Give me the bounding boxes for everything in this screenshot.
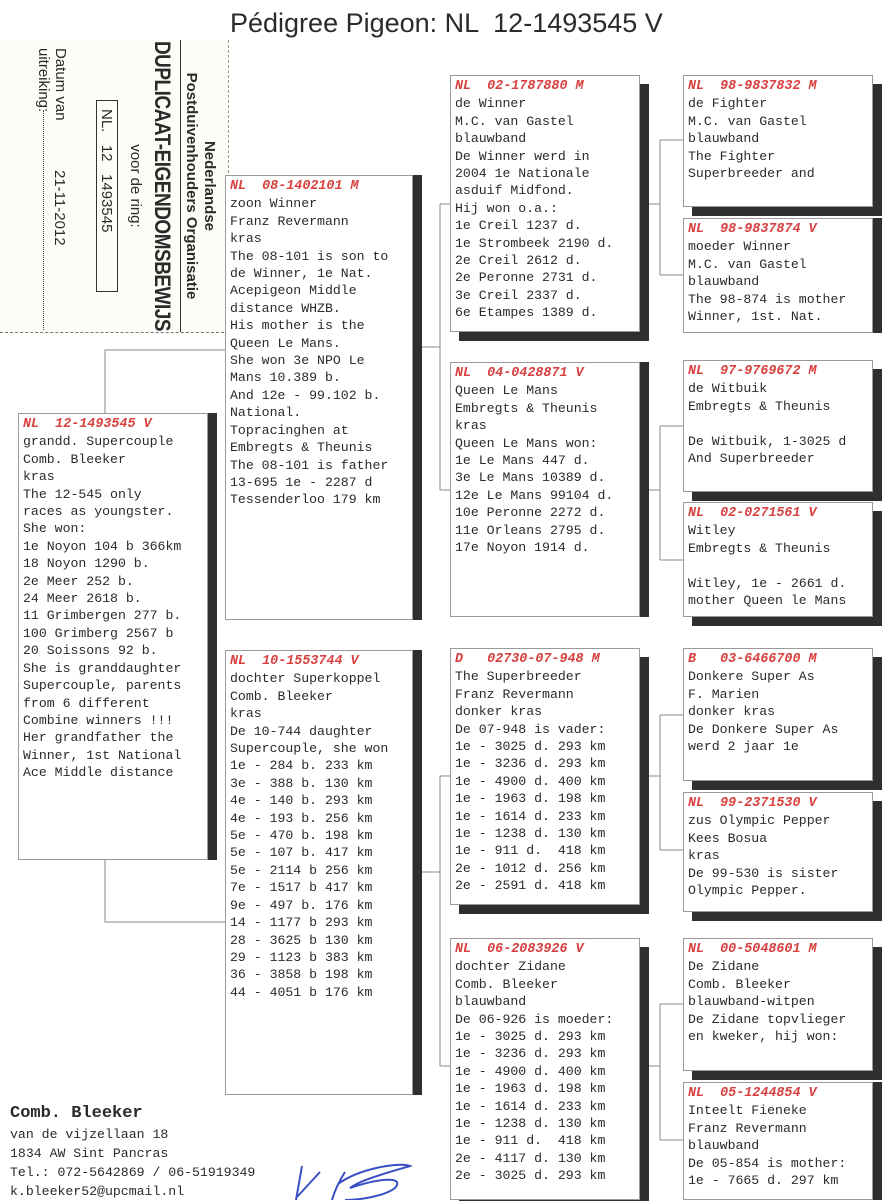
pigeon-info-line: The 12-545 only bbox=[23, 486, 142, 502]
pigeon-info-line: M.C. van Gastel bbox=[455, 113, 574, 129]
pigeon-info-line: kras bbox=[455, 418, 487, 434]
pigeon-info-line: 1e Noyon 104 b 366km bbox=[23, 538, 182, 554]
pigeon-info-line: werd 2 jaar 1e bbox=[688, 739, 799, 755]
pigeon-info-line: Inteelt Fieneke bbox=[688, 1103, 807, 1119]
breeder-phone: Tel.: 072-5642869 / 06-51919349 bbox=[10, 1165, 256, 1180]
pigeon-info-line: 2e - 3025 d. 293 km bbox=[455, 1168, 606, 1184]
pigeon-info-line: en kweker, hij won: bbox=[688, 1029, 839, 1045]
pigeon-info-line: Winner, 1st. Nat. bbox=[688, 309, 823, 325]
ring-number: NL. 12 1493545 bbox=[96, 100, 118, 292]
pigeon-info-line: 36 - 3858 b 198 km bbox=[230, 967, 373, 983]
ring-number-header: NL 02-0271561 V bbox=[688, 506, 817, 521]
pigeon-info-line: She won 3e NPO Le bbox=[230, 353, 365, 369]
pigeon-info-line: Embregts & Theunis bbox=[688, 398, 831, 414]
pigeon-info-line: F. Marien bbox=[688, 686, 760, 702]
pigeon-info-line: 18 Noyon 1290 b. bbox=[23, 556, 150, 572]
breeder-name: Comb. Bleeker bbox=[10, 1104, 143, 1123]
signature bbox=[290, 1158, 430, 1200]
pigeon-info-line: Topracinghen at bbox=[230, 422, 349, 438]
pigeon-info-line: De 99-530 is sister bbox=[688, 865, 839, 881]
breeder-address: van de vijzellaan 18 bbox=[10, 1127, 169, 1142]
pigeon-info-line: The 08-101 is father bbox=[230, 457, 389, 473]
date-label-1: Datum van bbox=[52, 48, 69, 121]
pigeon-info-line: Supercouple, she won bbox=[230, 741, 389, 757]
pigeon-info-line: De Winner werd in bbox=[455, 148, 590, 164]
pigeon-info-line: 5e - 470 b. 198 km bbox=[230, 828, 373, 844]
pigeon-info-line: 1e Creil 1237 d. bbox=[455, 218, 582, 234]
pigeon-card-sd-dam bbox=[683, 502, 873, 617]
pigeon-info-line: 12e Le Mans 99104 d. bbox=[455, 487, 614, 503]
pigeon-info-line: Ace Middle distance bbox=[23, 765, 174, 781]
pigeon-info-line: grandd. Supercouple bbox=[23, 434, 174, 450]
pigeon-info-line: 1e Strombeek 2190 d. bbox=[455, 235, 614, 251]
issue-date: 21-11-2012 bbox=[51, 170, 68, 246]
connector-subject-sire bbox=[105, 350, 225, 413]
pigeon-info-line: 2004 1e Nationale bbox=[455, 166, 590, 182]
pigeon-info-line: de Winner bbox=[455, 96, 527, 112]
pigeon-info-line: Franz Revermann bbox=[455, 686, 574, 702]
pigeon-info-line: distance WHZB. bbox=[230, 300, 341, 316]
pigeon-info-line: 24 Meer 2618 b. bbox=[23, 591, 142, 607]
pigeon-info-line: 3e Creil 2337 d. bbox=[455, 287, 582, 303]
pigeon-info-line: De 07-948 is vader: bbox=[455, 721, 606, 737]
pigeon-info-line: 2e Peronne 2731 d. bbox=[455, 270, 598, 286]
pigeon-info-line: M.C. van Gastel bbox=[688, 113, 807, 129]
pigeon-info-line: 1e - 4900 d. 400 km bbox=[455, 1063, 606, 1079]
for-ring-label: voor de ring: bbox=[127, 144, 144, 228]
pigeon-info-line: De Witbuik, 1-3025 d bbox=[688, 433, 847, 449]
pigeon-card-sire-sire bbox=[450, 75, 640, 332]
pigeon-info-line: 3e - 388 b. 130 km bbox=[230, 775, 373, 791]
ring-number-header: NL 98-9837874 V bbox=[688, 222, 817, 237]
pigeon-info-line: De Donkere Super As bbox=[688, 721, 839, 737]
pigeon-info-line: 1e - 1614 d. 233 km bbox=[455, 1098, 606, 1114]
pigeon-info-line: donker kras bbox=[455, 704, 543, 720]
pigeon-card-dam-dam bbox=[450, 938, 640, 1200]
pigeon-info-line: 13-695 1e - 2287 d bbox=[230, 474, 373, 490]
pigeon-info-line: The Superbreeder bbox=[455, 669, 582, 685]
pigeon-info-line: Superbreeder and bbox=[688, 166, 815, 182]
pigeon-info-line: 20 Soissons 92 b. bbox=[23, 643, 158, 659]
pigeon-info-line: 2e - 2591 d. 418 km bbox=[455, 878, 606, 894]
ring-number-header: NL 00-5048601 M bbox=[688, 942, 817, 957]
ring-number-header: NL 98-9837832 M bbox=[688, 79, 817, 94]
pigeon-info-line: Embregts & Theunis bbox=[230, 440, 373, 456]
pigeon-info-line: zus Olympic Pepper bbox=[688, 813, 831, 829]
pigeon-info-line: M.C. van Gastel bbox=[688, 256, 807, 272]
ring-number-header: NL 04-0428871 V bbox=[455, 366, 584, 381]
pigeon-info-line: The 98-874 is mother bbox=[688, 291, 847, 307]
ring-number-header: D 02730-07-948 M bbox=[455, 652, 600, 667]
pigeon-info-line: Donkere Super As bbox=[688, 669, 815, 685]
pigeon-info-line: dochter Superkoppel bbox=[230, 671, 381, 687]
pigeon-info-line: zoon Winner bbox=[230, 196, 318, 212]
pigeon-info-line: de Winner, 1e Nat. bbox=[230, 266, 373, 282]
pigeon-info-line: 44 - 4051 b 176 km bbox=[230, 984, 373, 1000]
pigeon-info-line: 100 Grimberg 2567 b bbox=[23, 625, 174, 641]
pigeon-info-line: 11 Grimbergen 277 b. bbox=[23, 608, 182, 624]
breeder-city: 1834 AW Sint Pancras bbox=[10, 1146, 169, 1161]
pigeon-info-line: kras bbox=[230, 231, 262, 247]
date-label-2: uitreiking: bbox=[35, 48, 52, 113]
connector-gen3-3 bbox=[640, 715, 683, 850]
pigeon-info-line: 29 - 1123 b 383 km bbox=[230, 949, 373, 965]
pigeon-info-line: The 08-101 is son to bbox=[230, 248, 389, 264]
pigeon-info-line: kras bbox=[23, 469, 55, 485]
pigeon-info-line: De Zidane topvlieger bbox=[688, 1011, 847, 1027]
pigeon-info-line: 4e - 193 b. 256 km bbox=[230, 810, 373, 826]
pigeon-card-dd-sire bbox=[683, 938, 873, 1071]
pigeon-info-line: And Superbreeder bbox=[688, 451, 815, 467]
pigeon-info-line: Queen Le Mans bbox=[455, 383, 558, 399]
ring-number-header: NL 97-9769672 M bbox=[688, 364, 817, 379]
pigeon-info-line: 17e Noyon 1914 d. bbox=[455, 540, 590, 556]
pigeon-info-line: 6e Etampes 1389 d. bbox=[455, 305, 598, 321]
connector-gen3-1 bbox=[640, 140, 683, 275]
page-title: Pédigree Pigeon: NL 12-1493545 V bbox=[230, 8, 663, 38]
pigeon-info-line: 1e - 3236 d. 293 km bbox=[455, 756, 606, 772]
pigeon-card-dd-dam bbox=[683, 1082, 873, 1200]
pigeon-info-line: blauwband bbox=[688, 131, 760, 147]
pigeon-info-line: Combine winners !!! bbox=[23, 712, 174, 728]
pigeon-info-line: from 6 different bbox=[23, 695, 150, 711]
pigeon-info-line: De 05-854 is mother: bbox=[688, 1155, 847, 1171]
pigeon-info-line: The Fighter bbox=[688, 148, 776, 164]
pigeon-card-sire bbox=[225, 175, 413, 620]
pigeon-info-line: 1e - 1963 d. 198 km bbox=[455, 1081, 606, 1097]
pigeon-card-ss-dam bbox=[683, 218, 873, 333]
pigeon-info-line: 2e - 4117 d. 130 km bbox=[455, 1150, 606, 1166]
pigeon-info-line: kras bbox=[688, 848, 720, 864]
pigeon-info-line: blauwband bbox=[688, 274, 760, 290]
certificate-title: DUPLICAAT-EIGENDOMSBEWIJS bbox=[149, 40, 174, 332]
pigeon-info-line: Her grandfather the bbox=[23, 730, 174, 746]
pigeon-card-sd-sire bbox=[683, 360, 873, 492]
pigeon-info-line: Comb. Bleeker bbox=[688, 976, 791, 992]
pigeon-info-line: 2e Meer 252 b. bbox=[23, 573, 134, 589]
pigeon-info-line: 14 - 1177 b 293 km bbox=[230, 915, 373, 931]
connector-gen3-4 bbox=[640, 1004, 683, 1140]
pigeon-info-line: 1e - 1238 d. 130 km bbox=[455, 826, 606, 842]
pigeon-info-line: 1e - 284 b. 233 km bbox=[230, 758, 373, 774]
pigeon-info-line: 10e Peronne 2272 d. bbox=[455, 505, 606, 521]
ring-number-header: NL 10-1553744 V bbox=[230, 654, 359, 669]
pigeon-info-line: races as youngster. bbox=[23, 504, 174, 520]
pigeon-info-line: Queen Le Mans. bbox=[230, 335, 341, 351]
pigeon-card-dam bbox=[225, 650, 413, 1095]
pigeon-info-line: Winner, 1st National bbox=[23, 747, 182, 763]
pigeon-info-line: 5e - 107 b. 417 km bbox=[230, 845, 373, 861]
pigeon-info-line: donker kras bbox=[688, 704, 776, 720]
pigeon-info-line: 1e - 1238 d. 130 km bbox=[455, 1116, 606, 1132]
pigeon-info-line bbox=[688, 415, 868, 432]
pigeon-info-line: Comb. Bleeker bbox=[23, 451, 126, 467]
pigeon-info-line: Embregts & Theunis bbox=[455, 400, 598, 416]
pigeon-info-line: 11e Orleans 2795 d. bbox=[455, 522, 606, 538]
pigeon-info-line: Acepigeon Middle bbox=[230, 283, 357, 299]
pigeon-card-ds-dam bbox=[683, 792, 873, 912]
pigeon-card-sire-dam bbox=[450, 362, 640, 617]
pigeon-info-line: Embregts & Theunis bbox=[688, 540, 831, 556]
pigeon-info-line: 2e Creil 2612 d. bbox=[455, 253, 582, 269]
ring-number-header: NL 02-1787880 M bbox=[455, 79, 584, 94]
pigeon-card-ss-sire bbox=[683, 75, 873, 207]
pigeon-card-subject bbox=[18, 413, 208, 860]
ring-number-header: NL 06-2083926 V bbox=[455, 942, 584, 957]
ring-number-header: NL 99-2371530 V bbox=[688, 796, 817, 811]
pigeon-info-line: De 06-926 is moeder: bbox=[455, 1011, 614, 1027]
pigeon-info-line: 1e - 911 d. 418 km bbox=[455, 843, 606, 859]
pigeon-info-line: 1e - 1963 d. 198 km bbox=[455, 791, 606, 807]
pigeon-info-line: She won: bbox=[23, 521, 87, 537]
pigeon-info-line: 1e - 3025 d. 293 km bbox=[455, 1029, 606, 1045]
pigeon-info-line: 5e - 2114 b 256 km bbox=[230, 862, 373, 878]
pigeon-info-line: 1e - 911 d. 418 km bbox=[455, 1133, 606, 1149]
pigeon-card-dam-sire bbox=[450, 648, 640, 905]
pigeon-info-line: de Fighter bbox=[688, 96, 768, 112]
pigeon-info-line: 1e - 4900 d. 400 km bbox=[455, 773, 606, 789]
pigeon-info-line: blauwband bbox=[455, 131, 527, 147]
pigeon-info-line: Kees Bosua bbox=[688, 830, 768, 846]
pigeon-info-line: 28 - 3625 b 130 km bbox=[230, 932, 373, 948]
pigeon-info-line: His mother is the bbox=[230, 318, 365, 334]
pigeon-info-line: Witley bbox=[688, 523, 736, 539]
breeder-contact bbox=[10, 1103, 255, 1201]
pigeon-info-line: Witley, 1e - 2661 d. bbox=[688, 575, 847, 591]
pigeon-info-line: Mans 10.389 b. bbox=[230, 370, 341, 386]
connector-sire bbox=[413, 204, 450, 490]
pigeon-info-line: Hij won o.a.: bbox=[455, 200, 558, 216]
pigeon-info-line: She is granddaughter bbox=[23, 660, 182, 676]
pigeon-info-line: 9e - 497 b. 176 km bbox=[230, 897, 373, 913]
pigeon-info-line: de Witbuik bbox=[688, 381, 768, 397]
pigeon-info-line: moeder Winner bbox=[688, 239, 791, 255]
pigeon-info-line: 1e - 3236 d. 293 km bbox=[455, 1046, 606, 1062]
pigeon-info-line: 4e - 140 b. 293 km bbox=[230, 793, 373, 809]
pigeon-info-line: Comb. Bleeker bbox=[230, 688, 333, 704]
pigeon-info-line: dochter Zidane bbox=[455, 959, 566, 975]
pigeon-info-line: Franz Revermann bbox=[688, 1120, 807, 1136]
pigeon-info-line: Comb. Bleeker bbox=[455, 976, 558, 992]
pigeon-info-line: 3e Le Mans 10389 d. bbox=[455, 470, 606, 486]
pigeon-info-line: Franz Revermann bbox=[230, 213, 349, 229]
pigeon-info-line: asduif Midfond. bbox=[455, 183, 574, 199]
pigeon-card-ds-sire bbox=[683, 648, 873, 781]
pigeon-info-line: De 10-744 daughter bbox=[230, 723, 373, 739]
pigeon-info-line: And 12e - 99.102 b. bbox=[230, 387, 381, 403]
ring-number-header: NL 12-1493545 V bbox=[23, 417, 152, 432]
pigeon-info-line: 7e - 1517 b 417 km bbox=[230, 880, 373, 896]
pigeon-info-line: blauwband bbox=[688, 1138, 760, 1154]
pigeon-info-line: De Zidane bbox=[688, 959, 760, 975]
pigeon-info-line: kras bbox=[230, 706, 262, 722]
ring-number-header: NL 08-1402101 M bbox=[230, 179, 359, 194]
pigeon-info-line: blauwband bbox=[455, 994, 527, 1010]
pigeon-info-line: Olympic Pepper. bbox=[688, 883, 807, 899]
pigeon-info-line: 2e - 1012 d. 256 km bbox=[455, 860, 606, 876]
pigeon-info-line: National. bbox=[230, 405, 302, 421]
pigeon-info-line: 1e - 3025 d. 293 km bbox=[455, 739, 606, 755]
pigeon-info-line: Tessenderloo 179 km bbox=[230, 492, 381, 508]
pigeon-info-line: Supercouple, parents bbox=[23, 678, 182, 694]
pigeon-info-line bbox=[688, 557, 868, 574]
pigeon-info-line: 1e - 1614 d. 233 km bbox=[455, 808, 606, 824]
breeder-email: k.bleeker52@upcmail.nl bbox=[10, 1184, 185, 1199]
connector-gen3-2 bbox=[640, 426, 683, 560]
ring-number-header: B 03-6466700 M bbox=[688, 652, 817, 667]
pigeon-info-line: mother Queen le Mans bbox=[688, 593, 847, 609]
ring-number-header: NL 05-1244854 V bbox=[688, 1086, 817, 1101]
pigeon-info-line: 1e Le Mans 447 d. bbox=[455, 453, 590, 469]
pigeon-info-line: 1e - 7665 d. 297 km bbox=[688, 1173, 839, 1189]
connector-subject-dam bbox=[105, 860, 225, 922]
org-name-line2: Postduivenhouders Organisatie bbox=[180, 40, 200, 332]
org-name-line1: Nederlandse bbox=[201, 140, 218, 232]
pigeon-info-line: blauwband-witpen bbox=[688, 994, 815, 1010]
pigeon-info-line: Queen Le Mans won: bbox=[455, 435, 598, 451]
connector-dam bbox=[413, 776, 450, 1066]
